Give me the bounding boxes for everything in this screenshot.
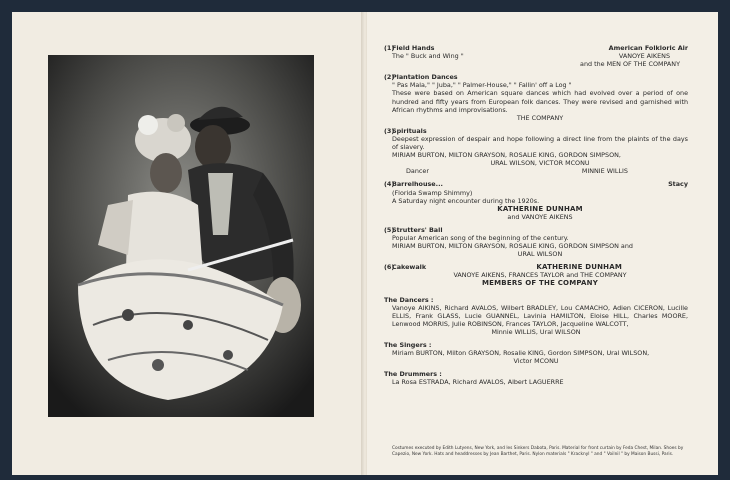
dancers-heading: The Dancers : — [384, 295, 434, 304]
item-star: KATHERINE DUNHAM — [497, 204, 583, 213]
item-performer: THE COMPANY — [516, 113, 564, 122]
item-number: (6) — [384, 263, 395, 272]
item-description: Deepest expression of despair and hope following a direct line from the plaints of the days of slavery. — [392, 134, 688, 152]
photo-illustration — [48, 55, 314, 417]
performers-photograph — [48, 55, 314, 417]
item-description: A Saturday night encounter during the 1920s. — [392, 196, 540, 205]
singers-heading: The Singers : — [384, 341, 432, 349]
singers-list-end: Victor MCONU — [513, 357, 559, 366]
item-composer: Stacy — [668, 180, 688, 189]
programme-item-4 — [384, 180, 688, 221]
item-number: (3) — [384, 126, 395, 135]
item-dancer: MINNIE WILLIS — [581, 167, 628, 176]
singers-section — [384, 341, 688, 365]
programme-item-5 — [384, 225, 688, 259]
drummers-list: La Rosa ESTRADA, Richard AVALOS, Albert LAGUERRE — [392, 378, 564, 387]
dancer-label: Dancer — [406, 167, 429, 176]
item-number: (1) — [384, 44, 395, 52]
item-title: Plantation Dances — [392, 73, 458, 82]
item-description: Popular American song of the beginning of the century. — [392, 233, 569, 242]
programme-item-6 — [384, 263, 688, 288]
item-title: Strutters' Ball — [392, 225, 443, 234]
drummers-heading: The Drummers : — [384, 370, 442, 379]
item-number: (2) — [384, 73, 395, 82]
item-cast: MIRIAM BURTON, MILTON GRAYSON, ROSALIE KING, GORDON SIMPSON, — [392, 151, 621, 160]
item-cast: URAL WILSON, VICTOR MCONU — [490, 159, 590, 168]
item-description: " Pas Mala," " Juba," " Palmer-House," " Fallin' off a Log " These were based on American square dances which had evolved over a period of one hundred and fifty years from European folk dances. They were revised and garnished with African rhythms and improvisations. — [392, 81, 688, 114]
item-line: The " Buck and Wing " — [392, 52, 464, 61]
item-members: MEMBERS OF THE COMPANY — [481, 279, 598, 288]
item-number: (5) — [384, 225, 395, 234]
item-composer: American Folkloric Air — [608, 44, 688, 52]
item-number: (4) — [384, 180, 395, 189]
item-title: Spirituals — [392, 126, 427, 135]
programme-item-2 — [384, 73, 688, 122]
costume-credits-footnote: Costumes executed by Edith Lutyens, New York, and les Sinkers Dabota, Paris. Material for front curtain by Feda Chest, Milan. Shoes by Capezio, New York. Hats and headdresses by Jean Barthet, Paris. Nylon materials " Kracknyl " and " Voilnil " by Maison Bussi, Paris. — [392, 446, 684, 457]
programme-item-3 — [384, 126, 688, 176]
item-cast: VANOYE AIKENS, FRANCES TAYLOR and THE COMPANY — [453, 271, 627, 280]
item-cast: URAL WILSON — [517, 250, 563, 259]
item-cast: and VANOYE AIKENS — [507, 212, 573, 221]
dancers-list: Vanoye AIKINS, Richard AVALOS, Wilbert BRADLEY, Lou CAMACHO, Adien CICERON, Lucille ELLIS, Frank GLASS, Lucie GUANNEL, Lavinia HAMILTON, Eloise HILL, Charles MOORE, Lenwood MORRIS, Julie ROBINSON, Frances TAYLOR, Jacqueline WALCOTT, — [392, 303, 688, 328]
item-star: KATHERINE DUNHAM — [536, 263, 622, 272]
singers-list: Miriam BURTON, Milton GRAYSON, Rosalie KING, Gordon SIMPSON, Ural WILSON, — [392, 349, 650, 358]
programme-list — [384, 44, 688, 391]
dancers-section — [384, 296, 688, 336]
programme-item-1 — [384, 44, 688, 69]
dancers-list-end: Minnie WILLIS, Ural WILSON — [491, 327, 581, 336]
item-subtitle: (Florida Swamp Shimmy) — [392, 188, 473, 197]
item-title: Barrelhouse... — [392, 180, 443, 189]
item-title: Field Hands — [392, 44, 435, 52]
item-performer: and the MEN OF THE COMPANY — [580, 60, 680, 69]
drummers-section — [384, 370, 688, 386]
item-performer: VANOYE AIKENS — [618, 52, 670, 61]
item-cast: MIRIAM BURTON, MILTON GRAYSON, ROSALIE KING, GORDON SIMPSON and — [392, 242, 633, 251]
item-title: Cakewalk — [392, 263, 427, 272]
